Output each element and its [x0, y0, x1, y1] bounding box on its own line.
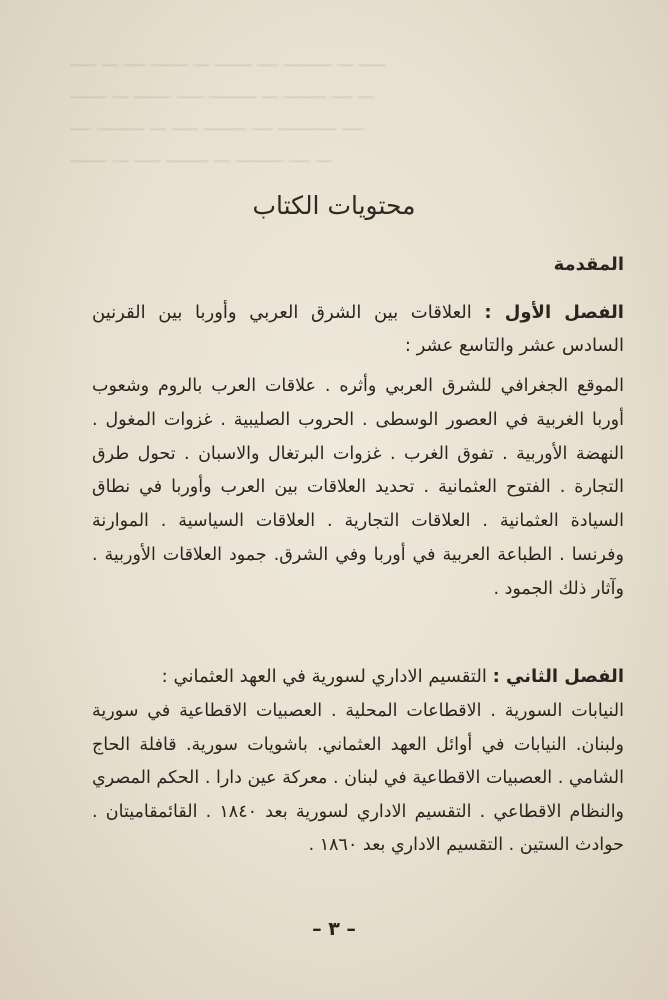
show-through-line: ـــــــ ـــ ـــــــ ـــــ ـــــــــ ـــ ــــــــ ــــ ـــ: [70, 82, 375, 103]
chapter-one-title: العلاقات بين الشرق العربي وأوربا بين القرنين السادس عشر والتاسع عشر :: [92, 302, 624, 356]
chapter-two-contents: النيابات السورية . الاقطاعات المحلية . العصبيات الاقطاعية في سورية ولبنان. النيابات في أوائل العهد العثماني. باشويات سورية. قافلة الحاج الشامي . العصبيات الاقطاعية في لبنان . معركة عين دارا . الحكم المصري والنظام الاقطاعي . التقسيم الاداري لسورية بعد ١٨٤٠ . القائمقاميتان . حوادث الستين . التقسيم الاداري بعد ١٨٦٠ .: [92, 701, 625, 855]
chapter-two-label: الفصل الثاني :: [492, 666, 624, 687]
introduction-heading: المقدمة: [553, 254, 624, 275]
show-through-line: ـــــ ـــ ــــ ـــــــ ـــ ـــــــ ــــ ـــــــــ ـــ ـــــ: [70, 50, 386, 71]
chapter-two-heading: [92, 660, 624, 693]
show-through-line: ــــ ـــــــــ ـــ ـــــ ــــــــ ــــ ـــــــــــ ــــ: [70, 114, 364, 135]
chapter-one-contents: الموقع الجغرافي للشرق العربي وأثره . علاقات العرب بالروم وشعوب أوربا الغربية في العصور الوسطى . الحروب الصليبية . غزوات المغول . النهضة الأوربية . تفوق الغرب . غزوات البرتغال والاسبان . تحول طرق التجارة . الفتوح العثمانية . تحديد العلاقات بين العرب وأوربا في نطاق السيادة العثمانية . العلاقات التجارية . العلاقات السياسية . الموارنة وفرنسا . الطباعة العربية في أوربا وفي الشرق. جمود العلاقات الأوربية . وآثار ذلك الجمود .: [92, 376, 624, 599]
page-number: – ٣ –: [312, 918, 356, 940]
page-title: محتويات الكتاب: [252, 191, 416, 220]
show-through-line: ـــــــ ـــ ـــــ ــــــــ ـــ ـــــــــ ــــ ـــ: [70, 146, 332, 167]
chapter-one-label: الفصل الأول :: [484, 302, 624, 323]
chapter-two-title: التقسيم الاداري لسورية في العهد العثماني :: [161, 666, 487, 687]
chapter-one-heading: [92, 296, 624, 362]
